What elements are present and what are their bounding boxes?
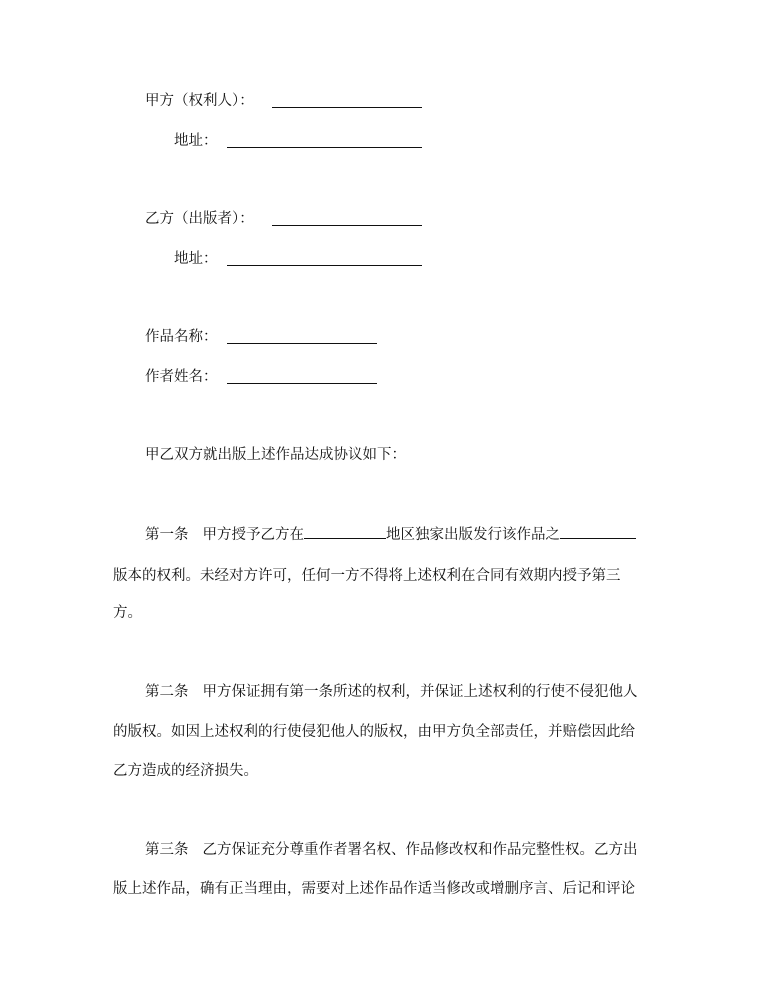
article-1-region-field[interactable]: [304, 524, 386, 539]
party-b-label: 乙方（出版者）：: [145, 211, 254, 227]
party-b-address-label: 地址：: [174, 251, 218, 267]
author-name-field[interactable]: [227, 383, 377, 384]
article-1-line-3: 方。: [113, 605, 142, 621]
article-2-line-2: 的版权。如因上述权利的行使侵犯他人的版权，由甲方负全部责任，并赔偿因此给: [113, 724, 635, 740]
party-a-name-field[interactable]: [272, 107, 422, 108]
article-3-line-2: 版上述作品，确有正当理由，需要对上述作品作适当修改或增删序言、后记和评论: [113, 881, 635, 897]
article-3-line-1: [145, 840, 638, 860]
party-a-address-field[interactable]: [227, 147, 422, 148]
party-b-name-field[interactable]: [272, 225, 422, 226]
article-1-text-b: 地区独家出版发行该作品之: [386, 527, 560, 543]
article-2-text-a: 甲方保证拥有第一条所述的权利，并保证上述权利的行使不侵犯他人: [202, 684, 638, 700]
work-title-field[interactable]: [227, 343, 377, 344]
article-2-line-3: 乙方造成的经济损失。: [113, 763, 258, 779]
article-1-line-1: [145, 524, 636, 545]
article-3-text-a: 乙方保证充分尊重作者署名权、作品修改权和作品完整性权。乙方出: [202, 842, 638, 858]
work-title-label: 作品名称：: [145, 329, 218, 345]
article-2-line-1: [145, 682, 638, 702]
article-1-heading: 第一条: [145, 527, 189, 543]
article-1-line-2: 版本的权利。未经对方许可，任何一方不得将上述权利在合同有效期内授予第三: [113, 568, 621, 584]
article-2-heading: 第二条: [145, 684, 189, 700]
author-name-label: 作者姓名：: [145, 369, 218, 385]
article-3-heading: 第三条: [145, 842, 189, 858]
article-1-edition-field[interactable]: [560, 524, 636, 539]
party-a-address-label: 地址：: [174, 133, 218, 149]
agreement-intro: 甲乙双方就出版上述作品达成协议如下：: [145, 447, 406, 463]
party-b-address-field[interactable]: [227, 265, 422, 266]
party-a-label: 甲方（权利人）：: [145, 93, 254, 109]
article-1-text-a: 甲方授予乙方在: [202, 527, 304, 543]
